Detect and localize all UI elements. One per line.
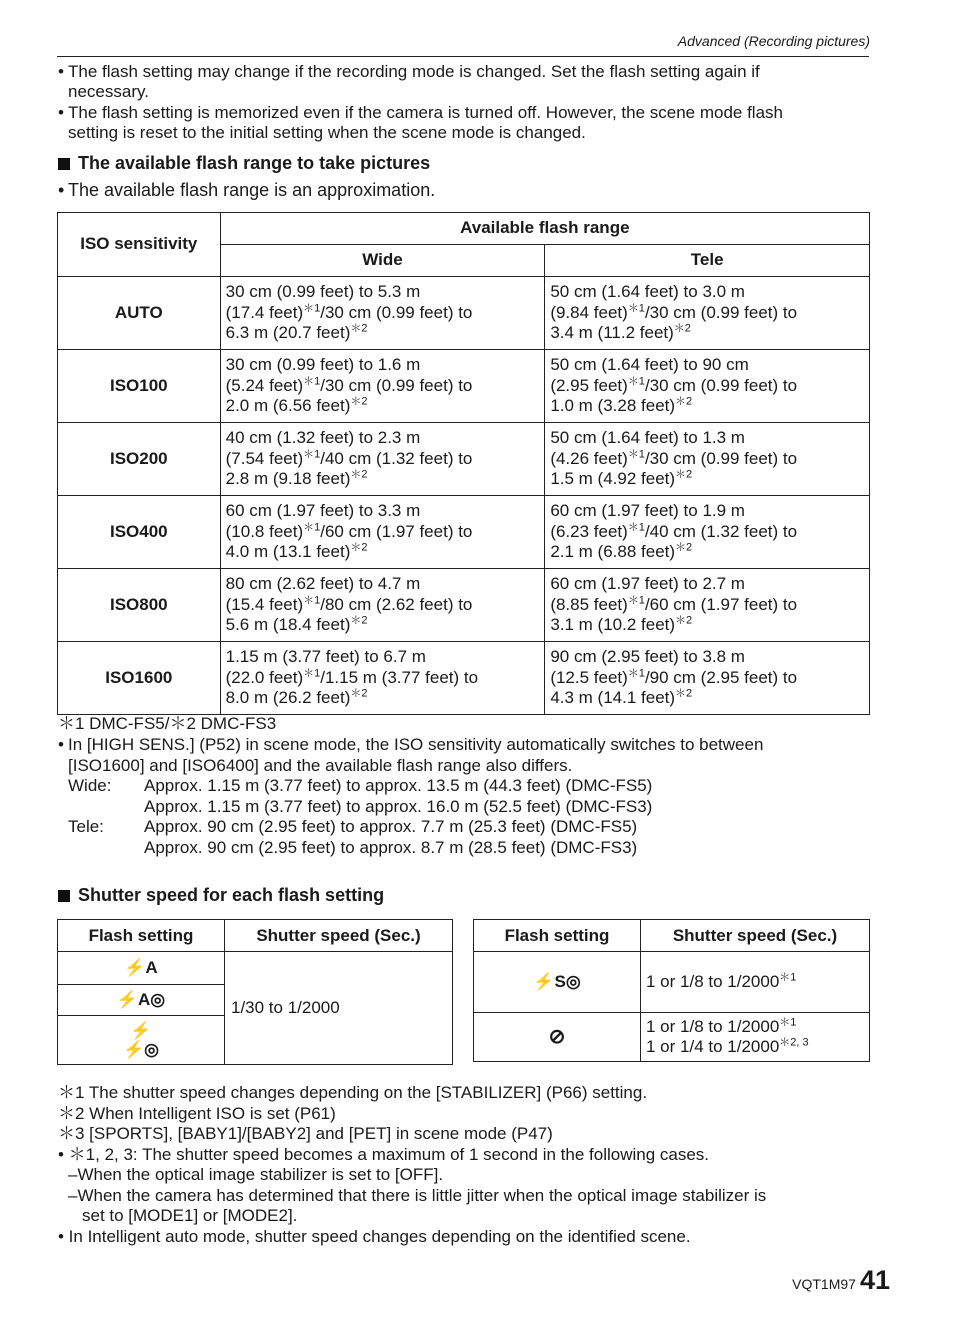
wide-sup-1: ＊1	[303, 302, 321, 315]
tele-line-3: 1.5 m (4.92 feet)	[550, 469, 676, 489]
iso-cell: ISO800	[58, 569, 221, 642]
tele-line-1: 50 cm (1.64 feet) to 1.3 m	[550, 428, 745, 448]
wide-line-2b: /60 cm (1.97 feet) to	[320, 521, 473, 541]
tele-range-cell	[545, 277, 870, 350]
tele-line-2a: (12.5 feet)	[550, 667, 628, 687]
tele-line-1: 90 cm (2.95 feet) to 3.8 m	[550, 647, 745, 667]
wide-sup-2: ＊2	[350, 468, 368, 481]
wide-range-cell	[220, 277, 545, 350]
doc-code: VQT1M97	[792, 1276, 856, 1292]
iso-cell: ISO100	[58, 350, 221, 423]
footnote-6: –When the camera has determined that there is little jitter when the optical image stabilizer is	[68, 1185, 767, 1205]
th-flash-left: Flash setting	[58, 920, 225, 952]
tele-sup-2: ＊2	[673, 322, 691, 335]
header-rule	[57, 56, 869, 57]
wide-line-2a: (17.4 feet)	[225, 302, 304, 322]
tele-line-3: 1.0 m (3.28 feet)	[550, 396, 676, 416]
section2-title: Shutter speed for each flash setting	[78, 885, 385, 905]
wide-line-1: 80 cm (2.62 feet) to 4.7 m	[225, 574, 421, 594]
flash-range-row	[58, 569, 870, 642]
footnote-1: ＊1 The shutter speed changes depending on the [STABILIZER] (P66) setting.	[58, 1083, 648, 1102]
wide-label: Wide:	[68, 776, 112, 795]
wide-line-2a: (5.24 feet)	[225, 375, 304, 395]
wide-line-1: 30 cm (0.99 feet) to 1.6 m	[225, 355, 421, 375]
tele-line-2b: /60 cm (1.97 feet) to	[644, 594, 798, 614]
th-speed-right: Shutter speed (Sec.)	[641, 920, 870, 952]
flash-range-row	[58, 642, 870, 715]
tele-sup-2: ＊2	[675, 541, 693, 554]
footnotes	[58, 1083, 766, 1247]
shutter-table-right	[473, 919, 870, 1062]
wide-sup-2: ＊2	[350, 687, 368, 700]
tele-sup-1: ＊1	[627, 375, 645, 388]
wide-range-cell	[220, 423, 545, 496]
wide-line-3: 8.0 m (26.2 feet)	[225, 688, 351, 708]
section2-heading	[58, 885, 384, 906]
wide-range-cell	[220, 642, 545, 715]
tele-sup-2: ＊2	[675, 614, 693, 627]
flash-off-sup-1: ＊1	[779, 1016, 797, 1029]
wide-sup-2: ＊2	[350, 541, 368, 554]
flash-auto: ⚡A	[58, 952, 225, 985]
flash-range-table	[57, 212, 870, 715]
tele-line-2b: /30 cm (0.99 feet) to	[644, 448, 798, 468]
intro-2-text: The flash setting is memorized even if the camera is turned off. However, the scene mode flash	[68, 103, 783, 122]
section1-title: The available flash range to take pictures	[78, 153, 431, 173]
tele-line-1: 50 cm (1.64 feet) to 90 cm	[550, 355, 749, 375]
tele-sup-2: ＊2	[675, 395, 693, 408]
flash-range-row	[58, 277, 870, 350]
tele-sup-2: ＊2	[675, 687, 693, 700]
wide-2: Approx. 1.15 m (3.77 feet) to approx. 16.0 m (52.5 feet) (DMC-FS3)	[144, 796, 653, 816]
tele-line-1: 60 cm (1.97 feet) to 2.7 m	[550, 574, 745, 594]
th-flash-right: Flash setting	[474, 920, 641, 952]
tele-sup-2: ＊2	[675, 468, 693, 481]
wide-range-cell	[220, 569, 545, 642]
flash-auto-redeye: ⚡A◎	[58, 985, 225, 1016]
highsens-text: In [HIGH SENS.] (P52) in scene mode, the ISO sensitivity automatically switches to between	[68, 735, 764, 754]
th-wide: Wide	[220, 245, 545, 277]
tele-line-2b: /30 cm (0.99 feet) to	[644, 302, 798, 322]
wide-line-2b: /30 cm (0.99 feet) to	[320, 302, 473, 322]
iso-cell: ISO1600	[58, 642, 221, 715]
wide-sup-1: ＊1	[303, 667, 321, 680]
iso-cell: ISO400	[58, 496, 221, 569]
wide-line-1: 60 cm (1.97 feet) to 3.3 m	[225, 501, 421, 521]
tele-line-2a: (9.84 feet)	[550, 302, 628, 322]
flash-range-row	[58, 496, 870, 569]
flash-forced-on: ⚡	[130, 1021, 152, 1040]
tele-sup-1: ＊1	[627, 667, 645, 680]
intro-2-cont: setting is reset to the initial setting when the scene mode is changed.	[68, 123, 586, 142]
footnote-7: set to [MODE1] or [MODE2].	[82, 1206, 298, 1225]
flash-off-sup-2: ＊2, 3	[779, 1036, 809, 1049]
page-number: 41	[859, 1265, 890, 1295]
section1-note: • The available flash range is an approximation.	[58, 180, 436, 200]
wide-line-1: 30 cm (0.99 feet) to 5.3 m	[225, 282, 421, 302]
wide-line-2b: /40 cm (1.32 feet) to	[320, 448, 473, 468]
tele-line-2a: (8.85 feet)	[550, 594, 628, 614]
intro-1-text: The flash setting may change if the recording mode is changed. Set the flash setting again if	[68, 62, 760, 81]
wide-line-2b: /1.15 m (3.77 feet) to	[320, 667, 479, 687]
tele-line-3: 3.1 m (10.2 feet)	[550, 615, 676, 635]
tele-range-cell	[545, 350, 870, 423]
tele-label: Tele:	[68, 817, 104, 836]
wide-line-3: 6.3 m (20.7 feet)	[225, 323, 351, 343]
th-iso: ISO sensitivity	[58, 213, 221, 277]
wide-sup-1: ＊1	[303, 594, 321, 607]
tele-sup-1: ＊1	[627, 448, 645, 461]
tele-line-3: 4.3 m (14.1 feet)	[550, 688, 676, 708]
footnote-4: • ＊1, 2, 3: The shutter speed becomes a maximum of 1 second in the following cases.	[58, 1144, 710, 1164]
iso-cell: ISO200	[58, 423, 221, 496]
wide-sup-1: ＊1	[303, 521, 321, 534]
wide-sup-2: ＊2	[350, 614, 368, 627]
tele-2: Approx. 90 cm (2.95 feet) to approx. 8.7 m (28.5 feet) (DMC-FS3)	[144, 837, 638, 857]
models-note: ＊1 DMC-FS5/＊2 DMC-FS3	[58, 714, 277, 733]
intro-bullet-1: • The flash setting may change if the recording mode is changed. Set the flash setting again if necessary.	[58, 62, 760, 101]
wide-line-1: 1.15 m (3.77 feet) to 6.7 m	[225, 647, 426, 667]
wide-sup-1: ＊1	[303, 448, 321, 461]
tele-line-3: 3.4 m (11.2 feet)	[550, 323, 674, 343]
tele-range-cell	[545, 496, 870, 569]
footnote-8: • In Intelligent auto mode, shutter speed changes depending on the identified scene.	[58, 1226, 691, 1246]
wide-sup-1: ＊1	[303, 375, 321, 388]
footnote-2: ＊2 When Intelligent ISO is set (P61)	[58, 1103, 336, 1123]
tele-1: Approx. 90 cm (2.95 feet) to approx. 7.7 m (25.3 feet) (DMC-FS5)	[144, 817, 638, 836]
tele-sup-1: ＊1	[627, 521, 645, 534]
th-speed-left: Shutter speed (Sec.)	[225, 920, 453, 952]
wide-line-2a: (10.8 feet)	[225, 521, 304, 541]
section-header: Advanced (Recording pictures)	[677, 33, 870, 49]
tele-line-2b: /30 cm (0.99 feet) to	[644, 375, 798, 395]
square-bullet-icon	[58, 890, 70, 902]
highsens-cont: [ISO1600] and [ISO6400] and the available flash range also differs.	[68, 755, 573, 775]
flash-slow-sync: ⚡S◎	[474, 952, 641, 1013]
slow-sync-sup: ＊1	[779, 971, 797, 984]
section1-heading	[58, 153, 430, 174]
wide-line-2a: (7.54 feet)	[225, 448, 304, 468]
wide-line-2a: (22.0 feet)	[225, 667, 304, 687]
flash-off: ⊘	[474, 1013, 641, 1062]
flash-forced	[58, 1016, 225, 1065]
tele-line-2a: (2.95 feet)	[550, 375, 628, 395]
tele-line-2a: (4.26 feet)	[550, 448, 628, 468]
th-range: Available flash range	[220, 213, 869, 245]
wide-line-3: 5.6 m (18.4 feet)	[225, 615, 351, 635]
tele-range-cell	[545, 569, 870, 642]
tele-sup-1: ＊1	[627, 302, 645, 315]
page-footer	[792, 1265, 890, 1296]
left-speed: 1/30 to 1/2000	[225, 952, 453, 1065]
flash-range-row	[58, 423, 870, 496]
wide-line-3: 4.0 m (13.1 feet)	[225, 542, 351, 562]
iso-cell: AUTO	[58, 277, 221, 350]
flash-forced-redeye: ⚡◎	[122, 1040, 159, 1059]
wide-range-cell	[220, 350, 545, 423]
square-bullet-icon	[58, 158, 70, 170]
tele-range-cell	[545, 423, 870, 496]
flash-range-row	[58, 350, 870, 423]
tele-sup-1: ＊1	[627, 594, 645, 607]
tele-line-3: 2.1 m (6.88 feet)	[550, 542, 676, 562]
intro-1-cont: necessary.	[68, 82, 149, 101]
wide-range-cell	[220, 496, 545, 569]
wide-line-3: 2.0 m (6.56 feet)	[225, 396, 351, 416]
flash-off-speed-2: 1 or 1/4 to 1/2000	[646, 1037, 780, 1056]
flash-off-speed	[641, 1013, 870, 1062]
wide-sup-2: ＊2	[350, 395, 368, 408]
section1-note-text: The available flash range is an approximation.	[68, 180, 436, 200]
wide-line-2b: /30 cm (0.99 feet) to	[320, 375, 473, 395]
shutter-table-left	[57, 919, 453, 1065]
wide-sup-2: ＊2	[350, 322, 368, 335]
highsens-note: • In [HIGH SENS.] (P52) in scene mode, the ISO sensitivity automatically switches to between [ISO1600] and [ISO6400] and the available flash range also differs. Wide: Approx. 1.15 m (3.77 feet) to approx. 13.5 m (44.3 feet) (DMC-FS5) Approx. 1.15 m (3.77 feet) to approx. 16.0 m (52.5 feet) (DMC-FS3) Tele: Approx. 90 cm (2.95 feet) to approx. 7.7 m (25.3 feet) (DMC-FS5) Approx. 90 cm (2.95 feet) to approx. 8.7 m (28.5 feet) (DMC-FS3)	[58, 735, 764, 857]
wide-line-3: 2.8 m (9.18 feet)	[225, 469, 351, 489]
slow-sync-speed-text: 1 or 1/8 to 1/2000	[646, 972, 780, 991]
footnote-3: ＊3 [SPORTS], [BABY1]/[BABY2] and [PET] in scene mode (P47)	[58, 1124, 553, 1143]
th-tele: Tele	[545, 245, 870, 277]
intro-bullet-2: • The flash setting is memorized even if the camera is turned off. However, the scene mode flash setting is reset to the initial setting when the scene mode is changed.	[58, 103, 783, 142]
slow-sync-speed	[641, 952, 870, 1013]
wide-line-2a: (15.4 feet)	[225, 594, 304, 614]
flash-off-speed-1: 1 or 1/8 to 1/2000	[646, 1017, 780, 1036]
tele-line-1: 50 cm (1.64 feet) to 3.0 m	[550, 282, 745, 302]
tele-range-cell	[545, 642, 870, 715]
footnote-5: –When the optical image stabilizer is set to [OFF].	[68, 1165, 444, 1184]
tele-line-1: 60 cm (1.97 feet) to 1.9 m	[550, 501, 745, 521]
wide-line-2b: /80 cm (2.62 feet) to	[320, 594, 473, 614]
tele-line-2a: (6.23 feet)	[550, 521, 628, 541]
wide-line-1: 40 cm (1.32 feet) to 2.3 m	[225, 428, 421, 448]
tele-line-2b: /90 cm (2.95 feet) to	[644, 667, 798, 687]
wide-1: Approx. 1.15 m (3.77 feet) to approx. 13.5 m (44.3 feet) (DMC-FS5)	[144, 776, 653, 795]
tele-line-2b: /40 cm (1.32 feet) to	[644, 521, 798, 541]
